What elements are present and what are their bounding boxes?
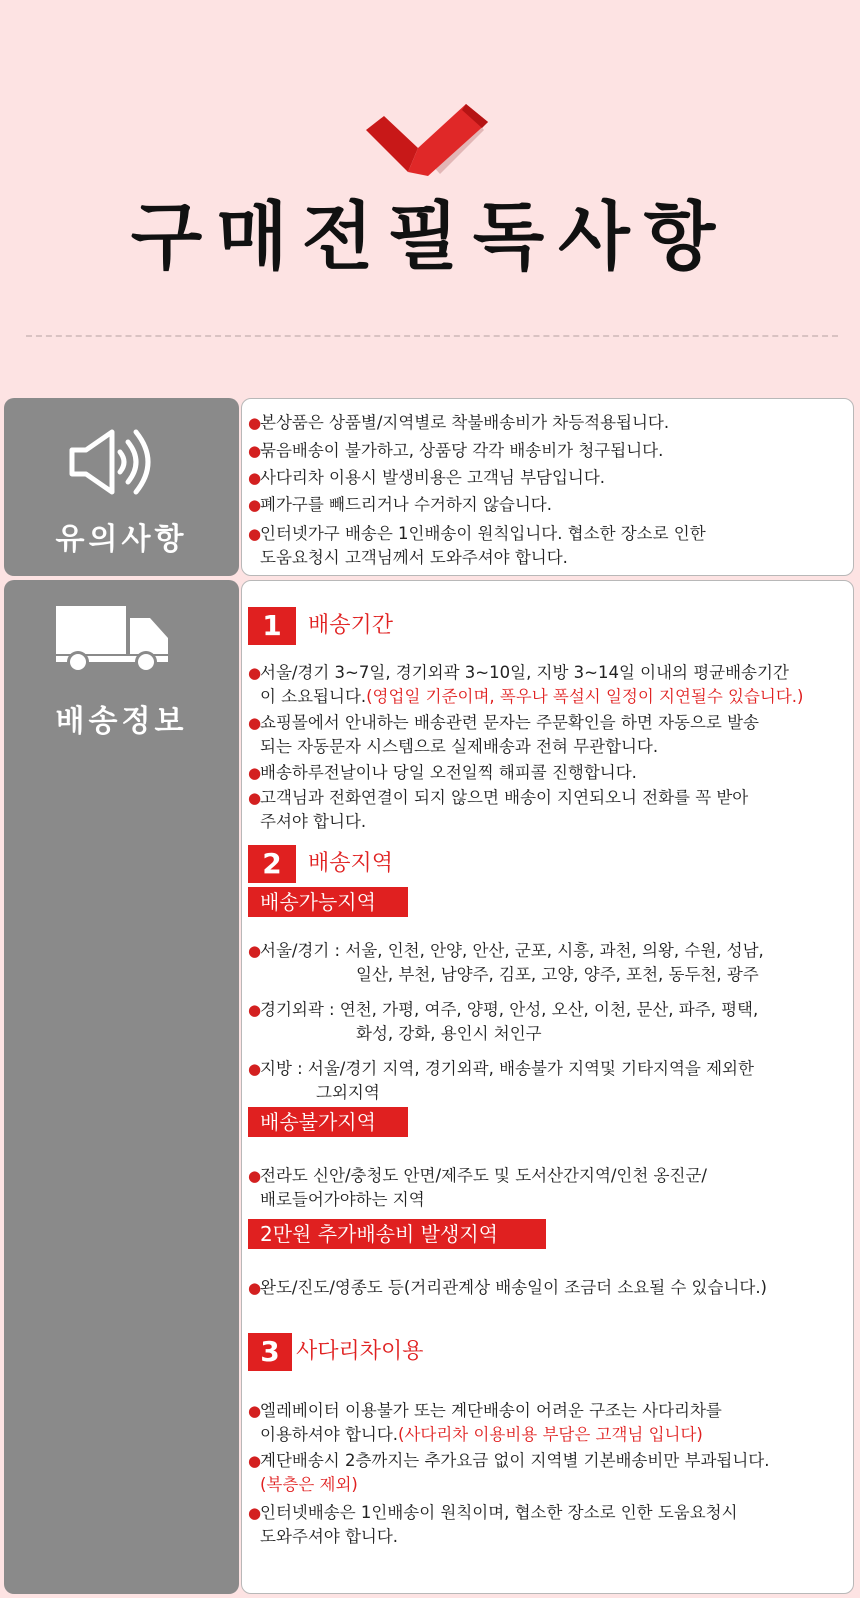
notice-card <box>241 398 854 576</box>
list-item-continued: 그외지역 <box>316 1083 380 1102</box>
bullet-icon: ● <box>248 942 262 960</box>
list-item: ●배송하루전날이나 당일 오전일찍 해피콜 진행합니다. <box>248 761 637 785</box>
notice-label: 유의사항 <box>55 522 188 557</box>
bullet-icon: ● <box>248 1452 262 1470</box>
bullet-icon: ● <box>248 714 262 732</box>
list-item-continued: 화성, 강화, 용인시 처인구 <box>356 1024 542 1043</box>
section-number: 1 <box>248 607 296 645</box>
section-number: 2 <box>248 845 296 883</box>
bullet-icon: ● <box>248 442 262 460</box>
bullet-icon: ● <box>248 414 262 432</box>
bullet-icon: ● <box>248 496 262 514</box>
header <box>0 0 860 400</box>
bullet-icon: ● <box>248 525 262 543</box>
section-title: 배송지역 <box>308 851 394 876</box>
region-tag: 배송가능지역 <box>248 887 408 917</box>
section-number: 3 <box>248 1333 292 1371</box>
list-item-continued: 도와주셔야 합니다. <box>260 1527 399 1546</box>
bullet-icon: ● <box>248 764 262 782</box>
bullet-icon: ● <box>248 1504 262 1522</box>
check-mark-icon <box>366 98 496 178</box>
bullet-icon: ● <box>248 789 262 807</box>
list-item-continued: (복층은 제외) <box>260 1475 358 1494</box>
list-item: ●인터넷가구 배송은 1인배송이 원칙입니다. 협소한 장소로 인한 <box>248 522 706 546</box>
list-item: ●서울/경기 : 서울, 인천, 안양, 안산, 군포, 시흥, 과천, 의왕, 수원, 성남, <box>248 939 764 963</box>
list-item: ●계단배송시 2층까지는 추가요금 없이 지역별 기본배송비만 부과됩니다. <box>248 1449 769 1473</box>
page-title: 구매전필독사항 <box>130 194 730 280</box>
list-item-continued: 이용하셔야 합니다.(사다리차 이용비용 부담은 고객님 입니다) <box>260 1425 703 1444</box>
list-item-continued: 도움요청시 고객님께서 도와주셔야 합니다. <box>260 548 568 567</box>
list-item: ●완도/진도/영종도 등(거리관계상 배송일이 조금더 소요될 수 있습니다.) <box>248 1276 767 1300</box>
bullet-icon: ● <box>248 1402 262 1420</box>
shipping-card <box>241 580 854 1594</box>
list-item-continued: 주셔야 합니다. <box>260 812 367 831</box>
region-tag: 배송불가지역 <box>248 1107 408 1137</box>
divider <box>26 335 838 337</box>
bullet-icon: ● <box>248 1001 262 1019</box>
bullet-icon: ● <box>248 664 262 682</box>
shipping-sidebar <box>4 580 239 1594</box>
list-item: ●쇼핑몰에서 안내하는 배송관련 문자는 주문확인을 하면 자동으로 발송 <box>248 711 759 735</box>
speaker-icon <box>68 428 154 496</box>
list-item: ●경기외곽 : 연천, 가평, 여주, 양평, 안성, 오산, 이천, 문산, 파주, 평택, <box>248 998 758 1022</box>
list-item-continued: 되는 자동문자 시스템으로 실제배송과 전혀 무관합니다. <box>260 737 659 756</box>
list-item: ●서울/경기 3~7일, 경기외곽 3~10일, 지방 3~14일 이내의 평균배송기간 <box>248 661 789 685</box>
bullet-icon: ● <box>248 1060 262 1078</box>
section-title: 사다리차이용 <box>296 1339 424 1364</box>
bullet-icon: ● <box>248 469 262 487</box>
section-title: 배송기간 <box>308 613 394 638</box>
list-item: ●사다리차 이용시 발생비용은 고객님 부담입니다. <box>248 466 605 490</box>
list-item-continued: 일산, 부천, 남양주, 김포, 고양, 양주, 포천, 동두천, 광주 <box>356 965 759 984</box>
region-tag: 2만원 추가배송비 발생지역 <box>248 1219 546 1249</box>
bullet-icon: ● <box>248 1167 262 1185</box>
list-item: ●전라도 신안/충청도 안면/제주도 및 도서산간지역/인천 옹진군/ <box>248 1164 707 1188</box>
list-item: ●본상품은 상품별/지역별로 착불배송비가 차등적용됩니다. <box>248 411 669 435</box>
truck-icon <box>54 602 172 676</box>
list-item-continued: 배로들어가야하는 지역 <box>260 1190 425 1209</box>
list-item: ●엘레베이터 이용불가 또는 계단배송이 어려운 구조는 사다리차를 <box>248 1399 722 1423</box>
list-item: ●인터넷배송은 1인배송이 원칙이며, 협소한 장소로 인한 도움요청시 <box>248 1501 738 1525</box>
notice-sidebar <box>4 398 239 576</box>
list-item-continued: 이 소요됩니다.(영업일 기준이며, 폭우나 폭설시 일정이 지연될수 있습니다.) <box>260 687 804 706</box>
list-item: ●묶음배송이 불가하고, 상품당 각각 배송비가 청구됩니다. <box>248 439 663 463</box>
list-item: ●고객님과 전화연결이 되지 않으면 배송이 지연되오니 전화를 꼭 받아 <box>248 786 748 810</box>
shipping-label: 배송정보 <box>55 704 188 739</box>
list-item: ●지방 : 서울/경기 지역, 경기외곽, 배송불가 지역및 기타지역을 제외한 <box>248 1057 754 1081</box>
list-item: ●폐가구를 빼드리거나 수거하지 않습니다. <box>248 493 552 517</box>
bullet-icon: ● <box>248 1279 262 1297</box>
